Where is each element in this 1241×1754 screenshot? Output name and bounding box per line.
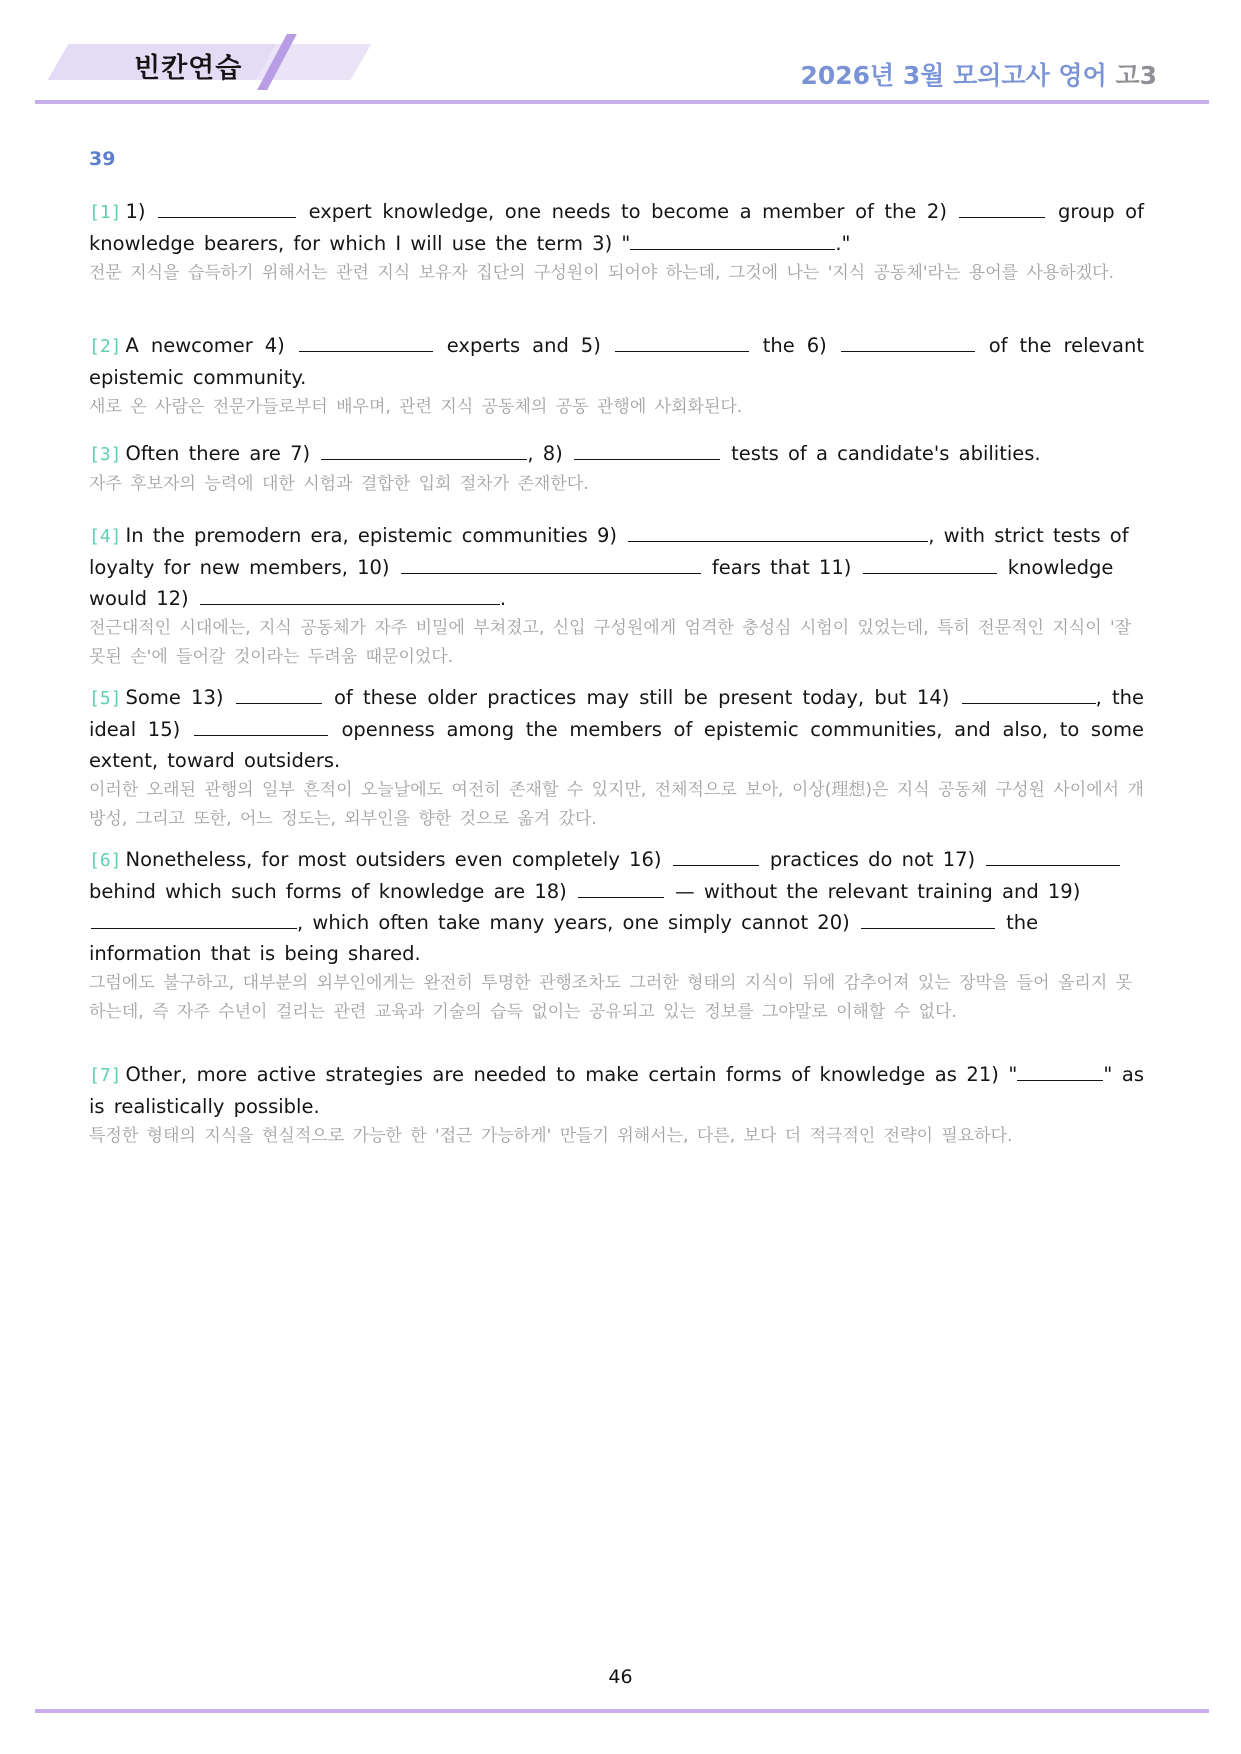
english-text	[89, 682, 1144, 776]
text-segment: A newcomer 4)	[125, 334, 285, 357]
korean-translation: 전문 지식을 습득하기 위해서는 관련 지식 보유자 집단의 구성원이 되어야 하는데, 그것에 나는 '지식 공동체'라는 용어를 사용하겠다.	[89, 263, 1114, 283]
text-segment: Often there are 7)	[125, 442, 311, 465]
text-segment: , which often take many years, one simply cannot 20)	[297, 911, 850, 934]
korean-translation: 새로 온 사람은 전문가들로부터 배우며, 관련 지식 공동체의 공동 관행에 사회화된다.	[89, 397, 743, 417]
paragraph-2	[89, 330, 1144, 422]
blank-11[interactable]	[863, 555, 997, 574]
paragraph-marker: [4]	[89, 526, 122, 547]
blank-2[interactable]	[959, 199, 1045, 218]
paragraph-5	[89, 682, 1144, 834]
english-text	[89, 438, 1144, 470]
korean-translation: 전근대적인 시대에는, 지식 공동체가 자주 비밀에 부쳐졌고, 신입 구성원에게 엄격한 충성심 시험이 있었는데, 특히 전문적인 지식이 '잘못된 손'에 들어갈 것이라는 두려움 때문이었다.	[89, 618, 1132, 667]
text-segment: of these older practices may still be present today, but 14)	[333, 686, 950, 709]
text-segment: Other, more active strategies are needed to make certain forms of knowledge as 21) "	[125, 1063, 1018, 1086]
paragraph-6	[89, 844, 1144, 1027]
english-text	[89, 196, 1144, 259]
text-segment: — without the relevant training and 19)	[675, 880, 1081, 903]
blank-7[interactable]	[321, 441, 527, 460]
blank-9[interactable]	[628, 523, 928, 542]
korean-translation: 특정한 형태의 지식을 현실적으로 가능한 한 '접근 가능하게' 만들기 위해서는, 다른, 보다 더 적극적인 전략이 필요하다.	[89, 1126, 1013, 1146]
text-segment: expert knowledge, one needs to become a member of the 2)	[308, 200, 947, 223]
text-segment: behind which such forms of knowledge are 18)	[89, 880, 567, 903]
blank-5[interactable]	[615, 333, 749, 352]
english-text	[89, 844, 1144, 969]
text-segment: , the ideal 15)	[89, 686, 1145, 741]
blank-15[interactable]	[194, 717, 328, 736]
text-segment: of the relevant epistemic community.	[89, 334, 1144, 389]
text-segment: the 6)	[762, 334, 827, 357]
paragraph-marker: [3]	[89, 444, 122, 465]
blank-8[interactable]	[574, 441, 720, 460]
paragraph-marker: [2]	[89, 336, 122, 357]
korean-translation: 자주 후보자의 능력에 대한 시험과 결합한 입회 절차가 존재한다.	[89, 474, 589, 494]
text-segment: In the premodern era, epistemic communities 9)	[125, 524, 618, 547]
blank-4[interactable]	[299, 333, 433, 352]
text-segment: practices do not 17)	[769, 848, 976, 871]
paragraph-7	[89, 1059, 1144, 1151]
text-segment: " as is realistically possible.	[89, 1063, 1144, 1118]
footer-divider	[35, 1709, 1209, 1713]
paragraph-marker: [6]	[89, 850, 122, 871]
blank-12[interactable]	[200, 586, 500, 605]
english-text	[89, 520, 1144, 614]
blank-18[interactable]	[578, 879, 664, 898]
header-divider	[35, 100, 1209, 104]
text-segment: group of knowledge bearers, for which I will use the term 3) "	[89, 200, 1144, 255]
text-segment: ."	[835, 232, 851, 255]
paragraph-1	[89, 196, 1144, 288]
text-segment: 1)	[125, 200, 146, 223]
blank-14[interactable]	[962, 685, 1096, 704]
text-segment: Nonetheless, for most outsiders even completely 16)	[125, 848, 662, 871]
text-segment: fears that 11)	[711, 556, 852, 579]
paragraph-4	[89, 520, 1144, 672]
blank-21[interactable]	[1017, 1062, 1103, 1081]
text-segment: knowledge would 12)	[89, 556, 1114, 610]
blank-13[interactable]	[236, 685, 322, 704]
english-text	[89, 1059, 1144, 1122]
text-segment: tests of a candidate's abilities.	[731, 442, 1041, 465]
paragraph-marker: [1]	[89, 202, 122, 223]
korean-translation: 이러한 오래된 관행의 일부 흔적이 오늘날에도 여전히 존재할 수 있지만, 전체적으로 보아, 이상(理想)은 지식 공동체 구성원 사이에서 개방성, 그리고 또한, 어느 정도는, 외부인을 향한 것으로 옮겨 갔다.	[89, 780, 1144, 829]
section-title: 빈칸연습	[134, 53, 243, 84]
blank-6[interactable]	[841, 333, 975, 352]
question-number: 39	[89, 148, 116, 170]
text-segment: openness among the members of epistemic communities, and also, to some extent, toward outsiders.	[89, 718, 1145, 772]
text-segment: Some 13)	[125, 686, 224, 709]
grade-label: 고3	[1115, 61, 1157, 90]
blank-20[interactable]	[861, 910, 995, 929]
text-segment: the information that is being shared.	[89, 911, 1039, 965]
text-segment: experts and 5)	[446, 334, 601, 357]
blank-19[interactable]	[91, 910, 297, 929]
blank-1[interactable]	[158, 199, 296, 218]
paragraph-marker: [5]	[89, 688, 122, 709]
blank-10[interactable]	[401, 555, 701, 574]
paragraph-marker: [7]	[89, 1065, 122, 1086]
korean-translation: 그럼에도 불구하고, 대부분의 외부인에게는 완전히 투명한 관행조차도 그러한 형태의 지식이 뒤에 감추어져 있는 장막을 들어 올리지 못하는데, 즉 자주 수년이 걸리는 관련 교육과 기술의 습득 없이는 공유되고 있는 정보를 그야말로 이해할 수 없다.	[89, 973, 1133, 1022]
blank-16[interactable]	[673, 847, 759, 866]
text-segment: , with strict tests of loyalty for new members, 10)	[89, 524, 1129, 579]
text-segment: .	[499, 587, 507, 610]
blank-3[interactable]	[630, 231, 835, 250]
page-number: 46	[608, 1666, 633, 1688]
text-segment: , 8)	[527, 442, 563, 465]
english-text	[89, 330, 1144, 393]
exam-title	[800, 56, 1157, 92]
blank-17[interactable]	[986, 847, 1120, 866]
exam-name: 2026년 3월 모의고사 영어	[800, 61, 1107, 90]
paragraph-3	[89, 438, 1144, 499]
